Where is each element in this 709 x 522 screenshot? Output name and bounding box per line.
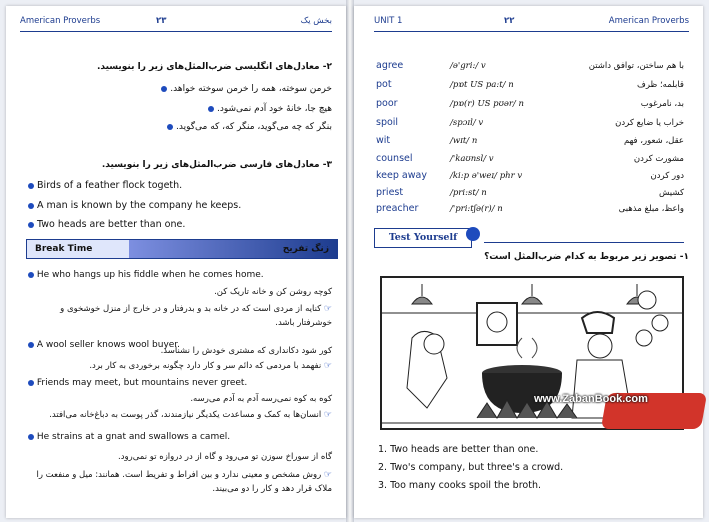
bullet-icon: [28, 272, 34, 278]
bullet-icon: [28, 203, 34, 209]
break-proverb-note: [32, 410, 332, 420]
break-proverb-fa: کور شود دکانداری که مشتری خودش را نشناسد.: [160, 346, 332, 356]
vocab-pronunciation: /'pri:tʃə(r)/ n: [450, 204, 503, 214]
vocab-meaning: واعظ، مبلغ مذهبی: [618, 204, 684, 214]
left-header-rule: [20, 31, 332, 32]
break-proverb-en: [28, 270, 264, 280]
vocab-meaning: کشیش: [658, 188, 684, 198]
bullet-icon: [28, 222, 34, 228]
bullet-icon: [28, 183, 34, 189]
right-page: [354, 6, 703, 518]
q2-item-text: خرمن سوخته، همه را خرمن سوخته خواهد.: [170, 84, 332, 94]
vocab-meaning: مشورت کردن: [633, 154, 684, 164]
q3-item: [28, 219, 185, 230]
vocab-pronunciation: /pri:st/ n: [450, 188, 487, 198]
q3-item: [28, 180, 182, 191]
q2-title: ۲- معادل‌های انگلیسی ضرب‌المثل‌های زیر را بنویسید.: [96, 62, 332, 72]
answer-option: 1. Two heads are better than one.: [378, 444, 539, 455]
vocab-word: keep away: [376, 170, 427, 181]
vocab-word: agree: [376, 60, 404, 71]
break-proverb-note-text: انسان‌ها به کمک و مساعدت یکدیگر نیازمندند، گذر پوست به دباغ‌خانه می‌افتد.: [49, 410, 322, 420]
break-proverb-note: [32, 468, 332, 496]
break-proverb-fa: کوچه روشن کن و خانه تاریک کن.: [214, 287, 332, 297]
break-proverb-en-text: A wool seller knows wool buyer.: [36, 340, 181, 350]
left-page-number: ۲۳: [156, 16, 167, 26]
right-header-unit: UNIT 1: [374, 16, 403, 26]
bullet-icon: [161, 86, 167, 92]
vocab-meaning: دور کردن: [650, 171, 684, 181]
q2-item: [22, 122, 332, 132]
q2-item: [22, 104, 332, 114]
vocab-word: spoil: [376, 117, 399, 128]
vocab-meaning: خراب یا ضایع کردن: [615, 118, 684, 128]
bullet-icon: [208, 106, 214, 112]
bullet-icon: [28, 434, 34, 440]
break-proverb-en: [28, 378, 247, 388]
hand-pointer-icon: ☞: [323, 410, 332, 420]
q3-item-text: A man is known by the company he keeps.: [37, 200, 242, 211]
right-header-rule: [374, 31, 689, 32]
right-page-number: ۲۲: [504, 16, 515, 26]
vocab-meaning: با هم ساختن، توافق داشتن: [588, 61, 684, 71]
book-gutter: [346, 0, 354, 522]
q3-title: ۳- معادل‌های فارسی ضرب‌المثل‌های زیر را بنویسید.: [101, 160, 332, 170]
break-time-banner: [26, 239, 338, 259]
left-header-section: بخش یک: [300, 16, 332, 26]
break-proverb-note-text: کنایه از مردی است که در خانه بد و بدرفتار و در خارج از منزل خوشخوی و خوشرفتار باشد.: [60, 304, 332, 328]
vocab-word: pot: [376, 79, 392, 90]
break-proverb-en-text: Friends may meet, but mountains never greet.: [36, 378, 248, 388]
break-proverb-note: [32, 302, 332, 330]
answer-option: 2. Two's company, but three's a crowd.: [378, 462, 564, 473]
vocab-meaning: قابلمه؛ ظرف: [637, 80, 684, 90]
test-yourself-icon: [466, 227, 480, 241]
vocab-meaning: عقل، شعور، فهم: [623, 136, 684, 146]
break-time-label: Break Time: [27, 240, 135, 258]
bullet-icon: [28, 380, 34, 386]
vocab-pronunciation: /pɒ(r) US pʊər/ n: [450, 99, 524, 109]
q2-item: [22, 84, 332, 94]
test-question-1: ۱- تصویر زیر مربوط به کدام ضرب‌المثل است؟: [484, 252, 689, 262]
bullet-icon: [167, 124, 173, 130]
break-proverb-en-text: He strains at a gnat and swallows a camel.: [36, 432, 231, 442]
q3-item-text: Birds of a feather flock togeth.: [37, 180, 183, 191]
vocab-pronunciation: /ə'gri:/ v: [450, 61, 486, 71]
left-page: [6, 6, 346, 518]
vocab-word: poor: [376, 98, 398, 109]
vocab-word: preacher: [376, 203, 419, 214]
right-header-title: American Proverbs: [608, 16, 689, 26]
break-proverb-en: [28, 432, 230, 442]
break-proverb-en-text: He who hangs up his fiddle when he comes home.: [36, 270, 264, 280]
watermark: [534, 393, 704, 433]
test-yourself-rule: [484, 242, 684, 243]
vocab-pronunciation: /spɔɪl/ v: [450, 118, 484, 128]
break-proverb-note: [32, 361, 332, 371]
hand-pointer-icon: ☞: [323, 361, 332, 371]
hand-pointer-icon: ☞: [323, 304, 332, 314]
vocab-meaning: بد، نامرغوب: [640, 99, 684, 109]
test-yourself-title: Test Yourself: [374, 228, 472, 248]
watermark-url: www.ZabanBook.com: [534, 393, 648, 405]
vocab-word: priest: [376, 187, 404, 198]
vocab-pronunciation: /pɒt US pa:t/ n: [450, 80, 514, 90]
q2-item-text: هیچ جا، خانهٔ خود آدم نمی‌شود.: [217, 104, 332, 114]
vocab-pronunciation: /ki:p ə'weɪ/ phr v: [450, 171, 523, 181]
q3-item: [28, 200, 241, 211]
break-time-label-fa: زنگ تفریح: [129, 240, 337, 258]
vocab-pronunciation: /wɪt/ n: [450, 136, 478, 146]
q2-item-text: بنگر که چه می‌گوید، منگر که، که می‌گوید.: [175, 122, 332, 132]
answer-option: 3. Too many cooks spoil the broth.: [378, 480, 541, 491]
vocab-word: counsel: [376, 153, 413, 164]
vocab-word: wit: [376, 135, 391, 146]
hand-pointer-icon: ☞: [323, 470, 332, 480]
break-proverb-note-text: نفهمد با مردمی که دائم سر و کار دارد چگونه برخوردی به کار برد.: [89, 361, 322, 371]
break-proverb-fa: کوه به کوه نمی‌رسه آدم به آدم می‌رسه.: [190, 394, 332, 404]
q3-item-text: Two heads are better than one.: [37, 219, 186, 230]
vocab-pronunciation: /'kaʊnsl/ v: [450, 154, 494, 164]
left-header-title: American Proverbs: [20, 16, 101, 26]
break-proverb-note-text: روش مشخص و معینی ندارد و بین افراط و تفریط است. همانند: میل و منفعت را ملاک قرار دهد و کار را دو می‌بیند.: [36, 470, 332, 494]
break-proverb-fa: گاه از سوراخ سوزن تو می‌رود و گاه از در دروازه تو نمی‌رود.: [118, 452, 332, 462]
